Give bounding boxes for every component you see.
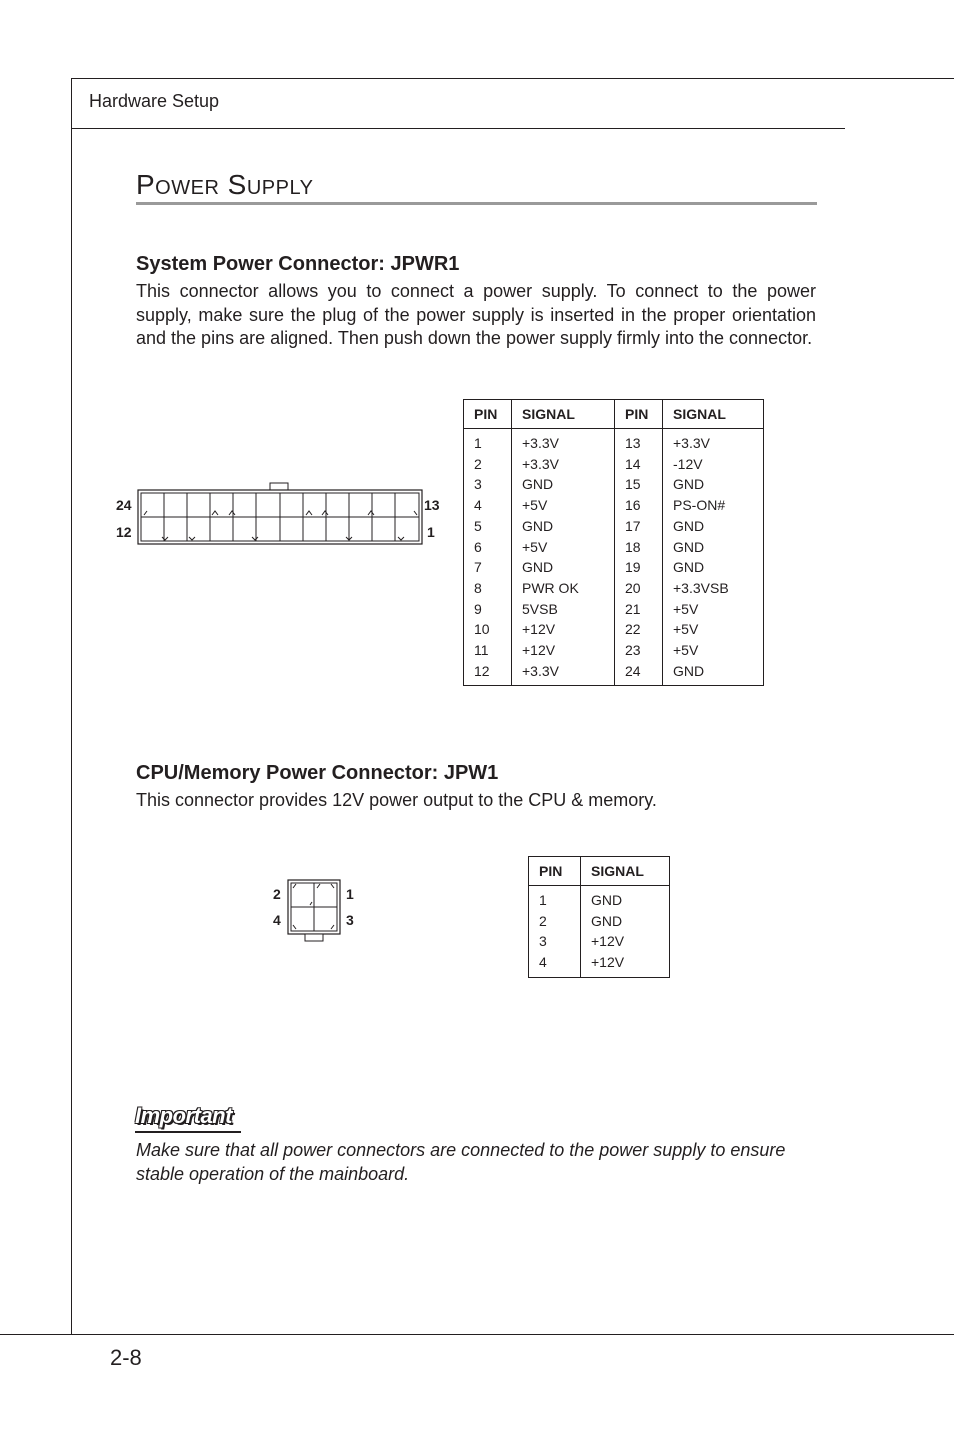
- col-header-pin: PIN: [529, 857, 581, 886]
- table-row: [529, 886, 670, 978]
- col-header-signal: SIGNAL: [512, 400, 615, 429]
- page-number: 2-8: [110, 1345, 142, 1370]
- signal-column-1-12: +3.3V +3.3V GND +5V GND +5V GND PWR OK 5VSB +12V +12V +3.3V: [512, 429, 615, 686]
- col-header-pin: PIN: [615, 400, 663, 429]
- jpwr1-connector-diagram: [136, 480, 424, 548]
- jpwr1-heading: System Power Connector: JPWR1: [136, 253, 460, 275]
- col-header-signal: SIGNAL: [581, 857, 670, 886]
- pin-column-13-24: 13 14 15 16 17 18 19 20 21 22 23 24: [615, 429, 663, 686]
- jpwr1-label-top-right: 13: [424, 497, 440, 513]
- section-title: Power Supply: [136, 169, 314, 200]
- jpwr1-label-top-left: 24: [116, 497, 132, 513]
- jpwr1-label-bottom-right: 1: [427, 524, 435, 540]
- signal-column: GND GND +12V +12V: [591, 892, 625, 971]
- header-top-rule: [71, 78, 954, 79]
- jpw1-pin-table: [528, 856, 670, 978]
- pin-column-1-12: 1 2 3 4 5 6 7 8 9 10 11 12: [464, 429, 512, 686]
- table-header-row: [529, 857, 670, 886]
- section-title-underline: [136, 202, 817, 205]
- important-text: Make sure that all power connectors are connected to the power supply to ensure stable operation of the mainboard.: [136, 1140, 786, 1184]
- left-margin-rule: [71, 78, 72, 1335]
- col-header-pin: PIN: [464, 400, 512, 429]
- signal-column-13-24: +3.3V -12V GND PS-ON# GND GND GND +3.3VSB +5V +5V +5V GND: [673, 435, 729, 679]
- col-header-signal: SIGNAL: [663, 400, 764, 429]
- table-row: [464, 429, 764, 686]
- table-header-row: [464, 400, 764, 429]
- running-header: Hardware Setup: [89, 91, 220, 111]
- jpwr1-label-bottom-left: 12: [116, 524, 132, 540]
- pin-column: 1 2 3 4: [529, 886, 581, 978]
- jpwr1-description: This connector allows you to connect a power supply. To connect to the power supply, make sure the plug of the power supply is inserted in the proper orientation and the pins are aligned. Then push down the power supply firmly into the connector.: [136, 281, 816, 348]
- jpw1-label-top-right: 1: [346, 886, 354, 902]
- important-title: Important: [135, 1103, 232, 1128]
- jpw1-label-top-left: 2: [273, 886, 281, 902]
- jpwr1-pin-table: [463, 399, 764, 686]
- jpw1-description: This connector provides 12V power output to the CPU & memory.: [136, 790, 657, 810]
- jpw1-connector-diagram: [286, 878, 342, 944]
- header-bottom-rule: [71, 128, 845, 129]
- jpw1-label-bottom-left: 4: [273, 912, 281, 928]
- jpw1-heading: CPU/Memory Power Connector: JPW1: [136, 762, 499, 784]
- jpw1-label-bottom-right: 3: [346, 912, 354, 928]
- footer-rule: [0, 1334, 954, 1335]
- important-underline: [135, 1131, 241, 1133]
